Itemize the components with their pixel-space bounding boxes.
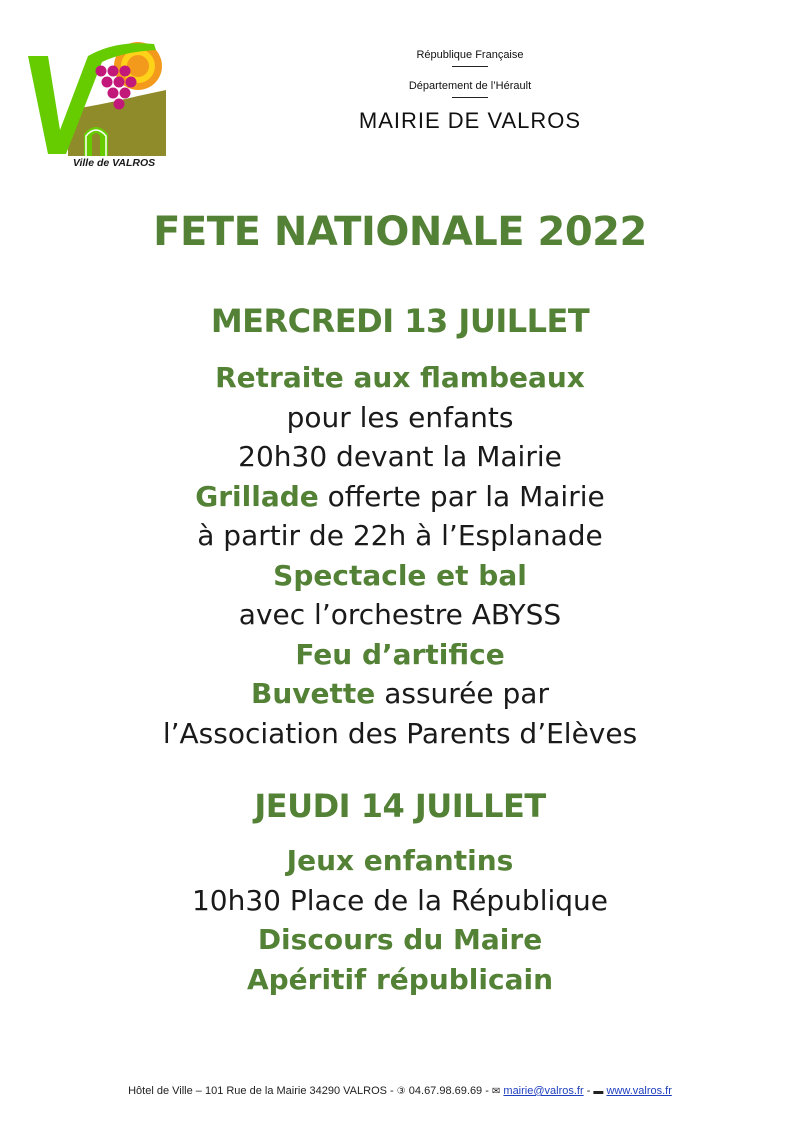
event-spectacle: Spectacle et bal xyxy=(273,558,527,592)
footer-separator: - xyxy=(583,1085,594,1097)
event-detail: assurée par xyxy=(375,677,549,710)
letterhead xyxy=(320,48,620,134)
valros-logo xyxy=(26,38,168,170)
logo-caption: Ville de VALROS xyxy=(72,157,156,169)
footer-contact xyxy=(0,1085,800,1097)
mail-icon: ✉ xyxy=(491,1086,501,1097)
event-retraite: Retraite aux flambeaux xyxy=(215,361,585,394)
phone-icon: ③ xyxy=(396,1086,406,1097)
event-aperitif: Apéritif républicain xyxy=(246,962,554,996)
event-detail: à partir de 22h à l’Esplanade xyxy=(197,519,603,552)
poster-content xyxy=(0,200,800,999)
header-divider xyxy=(452,66,488,67)
event-detail: 10h30 Place de la République xyxy=(191,883,608,917)
header-republique: République Française xyxy=(416,49,524,61)
header-divider xyxy=(452,97,488,98)
website-link[interactable]: www.valros.fr xyxy=(606,1085,672,1097)
event-jeux: Jeux enfantins xyxy=(286,844,514,877)
computer-icon: ▬ xyxy=(593,1086,604,1097)
event-detail: 20h30 devant la Mairie xyxy=(238,440,562,473)
event-detail: pour les enfants xyxy=(286,400,514,434)
header-departement: Département de l’Hérault xyxy=(408,80,532,92)
main-title: FETE NATIONALE 2022 xyxy=(153,209,647,255)
email-link[interactable]: mairie@valros.fr xyxy=(503,1085,584,1097)
event-highlight: Grillade xyxy=(195,479,319,513)
event-detail: avec l’orchestre ABYSS xyxy=(238,598,562,631)
footer-address: Hôtel de Ville – 101 Rue de la Mairie 34290 VALROS - xyxy=(128,1085,397,1097)
valros-logo-icon xyxy=(26,38,168,170)
event-highlight: Buvette xyxy=(251,677,376,710)
day1-title: MERCREDI 13 JUILLET xyxy=(210,302,590,340)
footer-phone: 04.67.98.69.69 - xyxy=(405,1085,492,1097)
day2-title: JEUDI 14 JUILLET xyxy=(254,787,546,825)
event-detail: l’Association des Parents d’Elèves xyxy=(162,716,638,750)
header-mairie-title: MAIRIE DE VALROS xyxy=(358,108,582,133)
event-discours: Discours du Maire xyxy=(257,923,543,956)
event-grillade xyxy=(0,477,800,517)
event-feu-artifice: Feu d’artifice xyxy=(295,637,505,671)
event-buvette xyxy=(0,674,800,714)
event-detail: offerte par la Mairie xyxy=(318,479,605,513)
